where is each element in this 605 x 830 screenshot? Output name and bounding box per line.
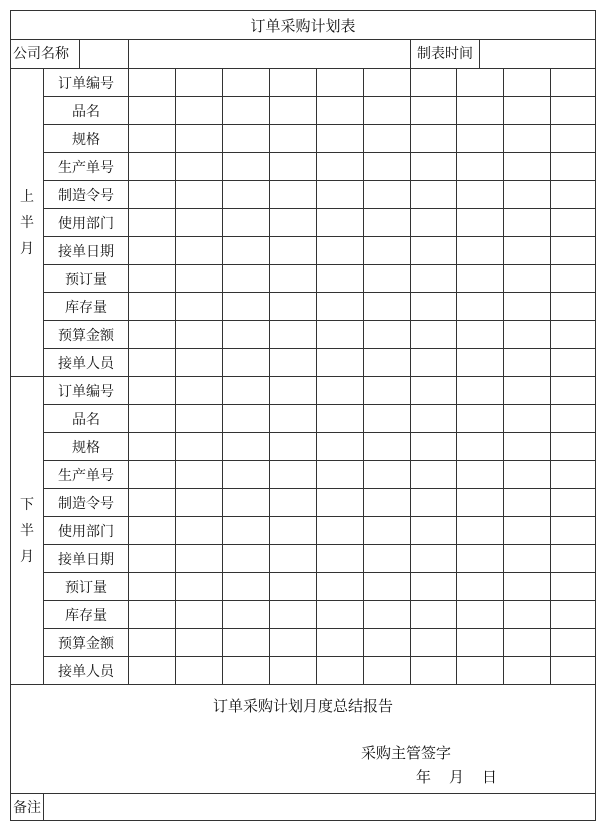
data-cell[interactable] xyxy=(364,97,411,125)
data-cell[interactable] xyxy=(176,321,223,349)
data-cell[interactable] xyxy=(551,181,596,209)
data-cell[interactable] xyxy=(223,461,270,489)
data-cell[interactable] xyxy=(317,629,364,657)
data-cell[interactable] xyxy=(317,237,364,265)
data-cell[interactable] xyxy=(457,321,504,349)
data-cell[interactable] xyxy=(223,321,270,349)
data-cell[interactable] xyxy=(411,377,457,405)
data-cell[interactable] xyxy=(129,545,176,573)
data-cell[interactable] xyxy=(364,153,411,181)
table-row xyxy=(11,97,596,125)
data-cell[interactable] xyxy=(504,545,551,573)
data-cell[interactable] xyxy=(457,573,504,601)
data-cell[interactable] xyxy=(551,629,596,657)
data-cell[interactable] xyxy=(176,349,223,377)
row-label: 使用部门 xyxy=(44,209,129,237)
data-cell[interactable] xyxy=(457,433,504,461)
data-cell[interactable] xyxy=(457,545,504,573)
data-cell[interactable] xyxy=(129,97,176,125)
data-cell[interactable] xyxy=(504,293,551,321)
data-cell[interactable] xyxy=(176,601,223,629)
data-cell[interactable] xyxy=(364,657,411,685)
data-cell[interactable] xyxy=(551,601,596,629)
data-cell[interactable] xyxy=(270,405,317,433)
data-cell[interactable] xyxy=(364,181,411,209)
row-label: 使用部门 xyxy=(44,517,129,545)
data-cell[interactable] xyxy=(317,153,364,181)
data-cell[interactable] xyxy=(223,153,270,181)
data-cell[interactable] xyxy=(270,293,317,321)
data-cell[interactable] xyxy=(411,517,457,545)
data-cell[interactable] xyxy=(270,97,317,125)
data-cell[interactable] xyxy=(129,181,176,209)
data-cell[interactable] xyxy=(270,153,317,181)
table-row xyxy=(11,573,596,601)
data-cell[interactable] xyxy=(551,657,596,685)
data-cell[interactable] xyxy=(270,181,317,209)
data-cell[interactable] xyxy=(411,489,457,517)
data-cell[interactable] xyxy=(129,517,176,545)
data-cell[interactable] xyxy=(551,125,596,153)
row-label: 生产单号 xyxy=(44,461,129,489)
data-cell[interactable] xyxy=(223,573,270,601)
data-cell[interactable] xyxy=(129,489,176,517)
data-cell[interactable] xyxy=(270,573,317,601)
table-row xyxy=(11,545,596,573)
data-cell[interactable] xyxy=(457,601,504,629)
data-cell[interactable] xyxy=(270,237,317,265)
data-cell[interactable] xyxy=(223,517,270,545)
data-cell[interactable] xyxy=(364,629,411,657)
row-label: 制造令号 xyxy=(44,489,129,517)
data-cell[interactable] xyxy=(504,405,551,433)
data-cell[interactable] xyxy=(504,601,551,629)
data-cell[interactable] xyxy=(457,237,504,265)
data-cell[interactable] xyxy=(504,265,551,293)
row-label: 规格 xyxy=(44,125,129,153)
period-char: 下 xyxy=(20,496,34,513)
data-cell[interactable] xyxy=(176,377,223,405)
data-cell[interactable] xyxy=(457,181,504,209)
data-cell[interactable] xyxy=(411,97,457,125)
table-row xyxy=(11,349,596,377)
data-cell[interactable] xyxy=(457,629,504,657)
data-cell[interactable] xyxy=(270,489,317,517)
data-cell[interactable] xyxy=(176,573,223,601)
row-label: 库存量 xyxy=(44,601,129,629)
data-cell[interactable] xyxy=(504,573,551,601)
data-cell[interactable] xyxy=(176,153,223,181)
row-label: 制造令号 xyxy=(44,181,129,209)
data-cell[interactable] xyxy=(504,377,551,405)
data-cell[interactable] xyxy=(317,181,364,209)
data-cell[interactable] xyxy=(551,209,596,237)
made-time-label: 制表时间 xyxy=(411,40,480,68)
data-cell[interactable] xyxy=(504,657,551,685)
table-row xyxy=(11,125,596,153)
table-row xyxy=(11,377,596,405)
row-label: 订单编号 xyxy=(44,69,129,97)
data-cell[interactable] xyxy=(223,125,270,153)
data-cell[interactable] xyxy=(551,405,596,433)
row-label: 生产单号 xyxy=(44,153,129,181)
data-cell[interactable] xyxy=(364,517,411,545)
data-cell[interactable] xyxy=(504,629,551,657)
data-cell[interactable] xyxy=(411,629,457,657)
remark-label: 备注 xyxy=(11,794,44,821)
period-char: 月 xyxy=(20,240,34,257)
table-row xyxy=(11,433,596,461)
table-row xyxy=(11,69,596,97)
data-cell[interactable] xyxy=(129,405,176,433)
data-cell[interactable] xyxy=(223,181,270,209)
data-cell[interactable] xyxy=(551,377,596,405)
data-cell[interactable] xyxy=(457,377,504,405)
data-cell[interactable] xyxy=(270,601,317,629)
data-cell[interactable] xyxy=(129,433,176,461)
data-cell[interactable] xyxy=(317,265,364,293)
table-row xyxy=(11,265,596,293)
data-cell[interactable] xyxy=(317,657,364,685)
data-cell[interactable] xyxy=(504,125,551,153)
data-cell[interactable] xyxy=(176,209,223,237)
data-cell[interactable] xyxy=(551,237,596,265)
data-cell[interactable] xyxy=(364,69,411,97)
data-cell[interactable] xyxy=(551,489,596,517)
row-label: 规格 xyxy=(44,433,129,461)
data-cell[interactable] xyxy=(270,545,317,573)
data-cell[interactable] xyxy=(411,181,457,209)
data-cell[interactable] xyxy=(364,377,411,405)
data-cell[interactable] xyxy=(457,293,504,321)
data-cell[interactable] xyxy=(176,461,223,489)
monthly-report-section[interactable] xyxy=(11,685,596,794)
data-cell[interactable] xyxy=(270,629,317,657)
data-cell[interactable] xyxy=(270,377,317,405)
data-cell[interactable] xyxy=(504,489,551,517)
data-cell[interactable] xyxy=(317,293,364,321)
data-cell[interactable] xyxy=(129,461,176,489)
data-cell[interactable] xyxy=(223,377,270,405)
data-cell[interactable] xyxy=(411,125,457,153)
data-cell[interactable] xyxy=(457,209,504,237)
data-cell[interactable] xyxy=(551,293,596,321)
data-cell[interactable] xyxy=(223,237,270,265)
data-cell[interactable] xyxy=(176,657,223,685)
data-cell[interactable] xyxy=(457,153,504,181)
data-cell[interactable] xyxy=(223,489,270,517)
row-label: 接单日期 xyxy=(44,237,129,265)
data-cell[interactable] xyxy=(270,69,317,97)
data-cell[interactable] xyxy=(317,433,364,461)
data-cell[interactable] xyxy=(176,293,223,321)
data-cell[interactable] xyxy=(364,293,411,321)
data-cell[interactable] xyxy=(504,97,551,125)
data-cell[interactable] xyxy=(551,97,596,125)
data-cell[interactable] xyxy=(129,573,176,601)
company-name-label: 公司名称 xyxy=(11,40,80,68)
date-year: 年 xyxy=(416,768,432,786)
data-cell[interactable] xyxy=(457,125,504,153)
date-day: 日 xyxy=(482,768,498,786)
data-cell[interactable] xyxy=(504,153,551,181)
data-cell[interactable] xyxy=(504,461,551,489)
data-cell[interactable] xyxy=(364,321,411,349)
data-cell[interactable] xyxy=(223,349,270,377)
data-cell[interactable] xyxy=(411,601,457,629)
data-cell[interactable] xyxy=(457,69,504,97)
data-cell[interactable] xyxy=(223,433,270,461)
data-cell[interactable] xyxy=(504,181,551,209)
data-cell[interactable] xyxy=(270,657,317,685)
data-cell[interactable] xyxy=(411,461,457,489)
data-cell[interactable] xyxy=(411,545,457,573)
data-cell[interactable] xyxy=(129,601,176,629)
data-cell[interactable] xyxy=(176,265,223,293)
data-cell[interactable] xyxy=(457,657,504,685)
data-cell[interactable] xyxy=(457,461,504,489)
table-row xyxy=(11,517,596,545)
data-cell[interactable] xyxy=(317,321,364,349)
data-cell[interactable] xyxy=(129,321,176,349)
row-label: 订单编号 xyxy=(44,377,129,405)
data-cell[interactable] xyxy=(551,573,596,601)
report-title: 订单采购计划月度总结报告 xyxy=(213,697,394,715)
row-label: 接单人员 xyxy=(44,349,129,377)
table-row xyxy=(11,153,596,181)
form-table xyxy=(10,10,596,821)
data-cell[interactable] xyxy=(317,517,364,545)
data-cell[interactable] xyxy=(223,209,270,237)
table-row xyxy=(11,657,596,685)
data-cell[interactable] xyxy=(176,629,223,657)
row-label: 预算金额 xyxy=(44,629,129,657)
data-cell[interactable] xyxy=(504,69,551,97)
made-time-field[interactable] xyxy=(480,40,595,68)
data-cell[interactable] xyxy=(457,97,504,125)
data-cell[interactable] xyxy=(551,69,596,97)
data-cell[interactable] xyxy=(270,349,317,377)
company-name-value[interactable] xyxy=(129,40,411,69)
data-cell[interactable] xyxy=(364,405,411,433)
table-row xyxy=(11,321,596,349)
table-row xyxy=(11,601,596,629)
data-cell[interactable] xyxy=(129,209,176,237)
data-cell[interactable] xyxy=(504,209,551,237)
data-cell[interactable] xyxy=(504,433,551,461)
row-label: 接单人员 xyxy=(44,657,129,685)
data-cell[interactable] xyxy=(411,293,457,321)
data-cell[interactable] xyxy=(457,405,504,433)
data-cell[interactable] xyxy=(270,321,317,349)
table-row xyxy=(11,461,596,489)
row-label: 品名 xyxy=(44,97,129,125)
form-title: 订单采购计划表 xyxy=(11,11,596,40)
data-cell[interactable] xyxy=(129,153,176,181)
data-cell[interactable] xyxy=(364,209,411,237)
data-cell[interactable] xyxy=(223,629,270,657)
data-cell[interactable] xyxy=(411,433,457,461)
data-cell[interactable] xyxy=(223,545,270,573)
data-cell[interactable] xyxy=(129,349,176,377)
data-cell[interactable] xyxy=(270,265,317,293)
data-cell[interactable] xyxy=(176,125,223,153)
data-cell[interactable] xyxy=(129,377,176,405)
data-cell[interactable] xyxy=(411,321,457,349)
data-cell[interactable] xyxy=(411,349,457,377)
data-cell[interactable] xyxy=(364,265,411,293)
table-row xyxy=(11,237,596,265)
data-cell[interactable] xyxy=(364,125,411,153)
row-label: 品名 xyxy=(44,405,129,433)
period-char: 半 xyxy=(20,214,34,231)
data-cell[interactable] xyxy=(551,517,596,545)
data-cell[interactable] xyxy=(317,97,364,125)
data-cell[interactable] xyxy=(223,97,270,125)
data-cell[interactable] xyxy=(551,349,596,377)
data-cell[interactable] xyxy=(317,489,364,517)
data-cell[interactable] xyxy=(223,69,270,97)
table-row xyxy=(11,293,596,321)
data-cell[interactable] xyxy=(129,657,176,685)
data-cell[interactable] xyxy=(270,125,317,153)
row-label: 预订量 xyxy=(44,573,129,601)
data-cell[interactable] xyxy=(129,69,176,97)
data-cell[interactable] xyxy=(364,237,411,265)
data-cell[interactable] xyxy=(317,601,364,629)
first-half-month-label xyxy=(11,69,44,377)
data-cell[interactable] xyxy=(317,461,364,489)
data-cell[interactable] xyxy=(457,349,504,377)
data-cell[interactable] xyxy=(504,237,551,265)
data-cell[interactable] xyxy=(317,349,364,377)
data-cell[interactable] xyxy=(176,545,223,573)
data-cell[interactable] xyxy=(176,405,223,433)
table-row xyxy=(11,181,596,209)
signature-label: 采购主管签字 xyxy=(361,744,452,762)
period-char: 月 xyxy=(20,548,34,565)
table-row xyxy=(11,489,596,517)
period-char: 上 xyxy=(20,188,34,205)
data-cell[interactable] xyxy=(223,657,270,685)
data-cell[interactable] xyxy=(129,265,176,293)
data-cell[interactable] xyxy=(411,69,457,97)
table-row xyxy=(11,209,596,237)
data-cell[interactable] xyxy=(129,629,176,657)
data-cell[interactable] xyxy=(551,545,596,573)
data-cell[interactable] xyxy=(270,209,317,237)
data-cell[interactable] xyxy=(364,461,411,489)
data-cell[interactable] xyxy=(551,433,596,461)
data-cell[interactable] xyxy=(129,125,176,153)
data-cell[interactable] xyxy=(411,209,457,237)
second-half-month-label xyxy=(11,377,44,685)
data-cell[interactable] xyxy=(223,405,270,433)
data-cell[interactable] xyxy=(411,153,457,181)
data-cell[interactable] xyxy=(223,601,270,629)
remark-field[interactable] xyxy=(44,794,596,821)
data-cell[interactable] xyxy=(504,517,551,545)
data-cell[interactable] xyxy=(364,489,411,517)
data-cell[interactable] xyxy=(411,237,457,265)
data-cell[interactable] xyxy=(411,573,457,601)
row-label: 预订量 xyxy=(44,265,129,293)
row-label: 库存量 xyxy=(44,293,129,321)
data-cell[interactable] xyxy=(223,293,270,321)
data-cell[interactable] xyxy=(317,209,364,237)
table-row xyxy=(11,405,596,433)
data-cell[interactable] xyxy=(457,265,504,293)
data-cell[interactable] xyxy=(176,517,223,545)
company-name-cell xyxy=(11,40,129,69)
data-cell[interactable] xyxy=(364,601,411,629)
company-name-field[interactable] xyxy=(80,40,128,68)
row-label: 接单日期 xyxy=(44,545,129,573)
data-cell[interactable] xyxy=(551,265,596,293)
table-row xyxy=(11,629,596,657)
data-cell[interactable] xyxy=(176,237,223,265)
data-cell[interactable] xyxy=(364,573,411,601)
data-cell[interactable] xyxy=(317,377,364,405)
row-label: 预算金额 xyxy=(44,321,129,349)
data-cell[interactable] xyxy=(364,545,411,573)
data-cell[interactable] xyxy=(364,349,411,377)
data-cell[interactable] xyxy=(457,489,504,517)
data-cell[interactable] xyxy=(364,433,411,461)
data-cell[interactable] xyxy=(317,405,364,433)
data-cell[interactable] xyxy=(270,433,317,461)
data-cell[interactable] xyxy=(411,265,457,293)
order-purchase-plan-form xyxy=(10,10,595,821)
data-cell[interactable] xyxy=(176,181,223,209)
data-cell[interactable] xyxy=(551,153,596,181)
data-cell[interactable] xyxy=(411,405,457,433)
data-cell[interactable] xyxy=(504,349,551,377)
data-cell[interactable] xyxy=(129,293,176,321)
data-cell[interactable] xyxy=(457,517,504,545)
made-time-cell xyxy=(411,40,596,69)
data-cell[interactable] xyxy=(551,461,596,489)
data-cell[interactable] xyxy=(270,517,317,545)
data-cell[interactable] xyxy=(317,545,364,573)
data-cell[interactable] xyxy=(551,321,596,349)
data-cell[interactable] xyxy=(270,461,317,489)
period-char: 半 xyxy=(20,522,34,539)
data-cell[interactable] xyxy=(317,125,364,153)
data-cell[interactable] xyxy=(411,657,457,685)
data-cell[interactable] xyxy=(504,321,551,349)
data-cell[interactable] xyxy=(129,237,176,265)
data-cell[interactable] xyxy=(317,573,364,601)
data-cell[interactable] xyxy=(317,69,364,97)
data-cell[interactable] xyxy=(176,69,223,97)
data-cell[interactable] xyxy=(223,265,270,293)
data-cell[interactable] xyxy=(176,97,223,125)
data-cell[interactable] xyxy=(176,489,223,517)
report-date xyxy=(416,766,515,787)
data-cell[interactable] xyxy=(176,433,223,461)
date-month: 月 xyxy=(449,768,465,786)
